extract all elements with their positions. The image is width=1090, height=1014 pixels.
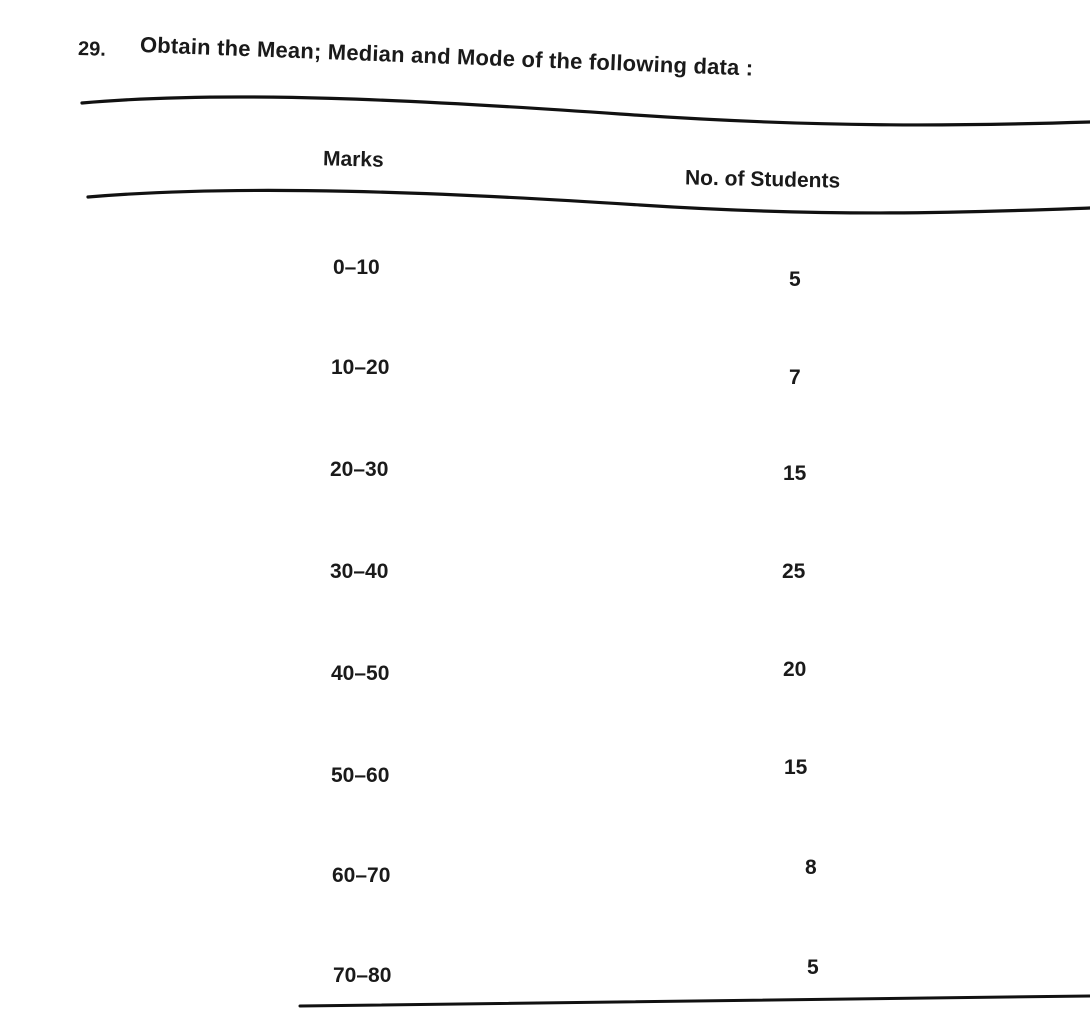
cell-marks-row-6: 50–60 bbox=[331, 764, 390, 787]
cell-marks-row-8: 70–80 bbox=[333, 964, 392, 987]
cell-students-row-1: 5 bbox=[789, 268, 801, 291]
header-rule bbox=[88, 190, 1090, 213]
cell-marks-row-2: 10–20 bbox=[331, 356, 390, 379]
bottom-rule bbox=[300, 996, 1090, 1006]
cell-marks-row-7: 60–70 bbox=[332, 864, 391, 887]
cell-students-row-5: 20 bbox=[783, 658, 807, 681]
top-rule bbox=[82, 97, 1090, 125]
cell-students-row-4: 25 bbox=[782, 560, 806, 583]
cell-marks-row-4: 30–40 bbox=[330, 560, 389, 583]
cell-students-row-7: 8 bbox=[805, 856, 817, 879]
cell-marks-row-1: 0–10 bbox=[333, 256, 380, 279]
cell-marks-row-5: 40–50 bbox=[331, 662, 390, 685]
cell-students-row-6: 15 bbox=[784, 756, 808, 779]
question-number: 29. bbox=[77, 38, 107, 61]
cell-students-row-8: 5 bbox=[807, 956, 819, 979]
header-students: No. of Students bbox=[684, 166, 841, 193]
cell-students-row-3: 15 bbox=[783, 462, 807, 485]
cell-marks-row-3: 20–30 bbox=[330, 458, 389, 481]
cell-students-row-2: 7 bbox=[789, 366, 801, 389]
question-text: Obtain the Mean; Median and Mode of the following data : bbox=[139, 32, 754, 81]
header-marks: Marks bbox=[322, 147, 385, 172]
